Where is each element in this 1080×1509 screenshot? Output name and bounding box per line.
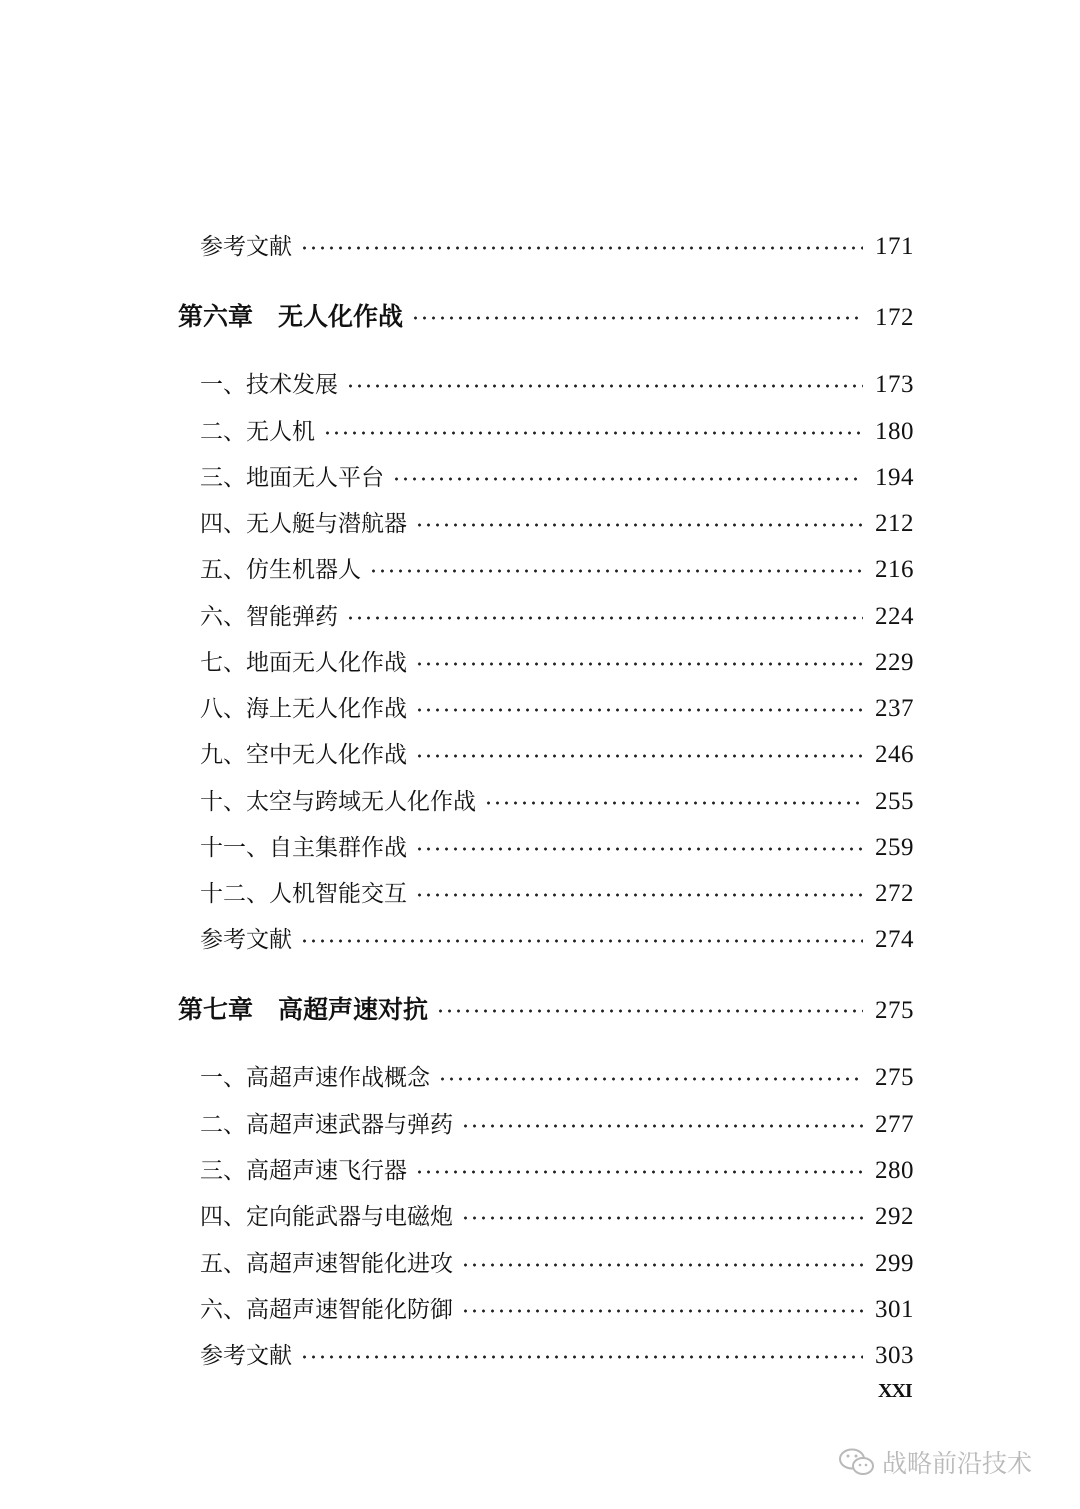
dot-leader — [461, 1263, 863, 1267]
toc-entry — [200, 504, 914, 544]
toc-entry-page: 224 — [875, 603, 914, 630]
toc-entry-page: 216 — [875, 556, 914, 583]
toc-entry — [200, 1151, 914, 1191]
toc-entry-page: 277 — [875, 1111, 914, 1138]
toc-entry-title: 六、智能弹药 — [200, 604, 338, 630]
toc-entry-page: 172 — [875, 304, 914, 331]
toc-entry — [200, 458, 914, 498]
toc-entry — [200, 643, 914, 683]
toc-entry — [200, 874, 914, 914]
dot-leader — [300, 1355, 863, 1359]
dot-leader — [346, 616, 863, 620]
toc-entry-page: 274 — [875, 926, 914, 953]
toc-entry-page: 246 — [875, 741, 914, 768]
wechat-icon — [838, 1447, 876, 1477]
toc-entry — [200, 1244, 914, 1284]
dot-leader — [484, 801, 863, 805]
dot-leader — [392, 477, 863, 481]
toc-entry-page: 275 — [875, 997, 914, 1024]
toc-entry-title: 十、太空与跨域无人化作战 — [200, 789, 476, 815]
toc-entry-title: 八、海上无人化作战 — [200, 696, 407, 722]
toc-entry — [200, 689, 914, 729]
toc-entry-page: 237 — [875, 695, 914, 722]
toc-chapter — [178, 990, 914, 1030]
toc-entry-page: 299 — [875, 1250, 914, 1277]
toc-entry — [200, 550, 914, 590]
dot-leader — [300, 939, 863, 943]
dot-leader — [300, 246, 863, 250]
toc-entry-page: 171 — [875, 233, 914, 260]
dot-leader — [415, 523, 863, 527]
toc-entry-page: 180 — [875, 418, 914, 445]
toc-entry-page: 259 — [875, 834, 914, 861]
toc-entry-title: 六、高超声速智能化防御 — [200, 1297, 453, 1323]
toc-entry-title: 四、定向能武器与电磁炮 — [200, 1204, 453, 1230]
toc-entry-title: 一、高超声速作战概念 — [200, 1065, 430, 1091]
toc-entry-title: 二、高超声速武器与弹药 — [200, 1112, 453, 1138]
toc-entry — [200, 782, 914, 822]
toc-entry — [200, 1197, 914, 1237]
toc-entry — [200, 597, 914, 637]
dot-leader — [415, 893, 863, 897]
dot-leader — [461, 1309, 863, 1313]
toc-entry-page: 301 — [875, 1296, 914, 1323]
dot-leader — [369, 569, 863, 573]
toc-entry-title: 五、仿生机器人 — [200, 557, 361, 583]
toc-entry-title: 三、地面无人平台 — [200, 465, 384, 491]
toc-entry-title: 五、高超声速智能化进攻 — [200, 1251, 453, 1277]
dot-leader — [346, 384, 863, 388]
toc-entry — [200, 920, 914, 960]
dot-leader — [461, 1124, 863, 1128]
toc-entry — [200, 412, 914, 452]
toc-entry-title: 第六章 无人化作战 — [178, 302, 404, 331]
dot-leader — [436, 1009, 863, 1013]
toc-entry — [200, 1336, 914, 1376]
toc-entry — [200, 365, 914, 405]
toc-entry-title: 第七章 高超声速对抗 — [178, 995, 429, 1024]
page-number: XXI — [878, 1380, 912, 1402]
toc-entry-page: 194 — [875, 464, 914, 491]
watermark — [838, 1445, 1032, 1479]
toc-entry-page: 229 — [875, 649, 914, 676]
dot-leader — [461, 1216, 863, 1220]
toc-entry-title: 十一、自主集群作战 — [200, 835, 407, 861]
toc-entry-page: 292 — [875, 1203, 914, 1230]
watermark-text: 战略前沿技术 — [882, 1449, 1033, 1478]
toc-entry-title: 十二、人机智能交互 — [200, 881, 407, 907]
toc-entry — [200, 227, 914, 267]
toc-entry-title: 参考文献 — [200, 927, 292, 953]
toc-entry-title: 二、无人机 — [200, 419, 315, 445]
toc-entry-title: 三、高超声速飞行器 — [200, 1158, 407, 1184]
toc-entry-page: 255 — [875, 788, 914, 815]
toc-entry-title: 一、技术发展 — [200, 372, 338, 398]
toc-entry-title: 九、空中无人化作战 — [200, 742, 407, 768]
toc-entry-page: 280 — [875, 1157, 914, 1184]
toc-entry-page: 272 — [875, 880, 914, 907]
toc-entry-page: 275 — [875, 1064, 914, 1091]
dot-leader — [415, 708, 863, 712]
dot-leader — [415, 847, 863, 851]
toc-entry-title: 参考文献 — [200, 234, 292, 260]
toc-entry-page: 303 — [875, 1342, 914, 1369]
toc-entry-title: 七、地面无人化作战 — [200, 650, 407, 676]
toc-chapter — [178, 297, 914, 337]
dot-leader — [323, 431, 863, 435]
toc-entry-title: 四、无人艇与潜航器 — [200, 511, 407, 537]
toc-entry — [200, 1105, 914, 1145]
dot-leader — [415, 662, 863, 666]
toc-entry — [200, 1058, 914, 1098]
dot-leader — [438, 1077, 863, 1081]
toc-entry — [200, 735, 914, 775]
toc-entry-page: 173 — [875, 371, 914, 398]
dot-leader — [415, 1170, 863, 1174]
toc-entry-page: 212 — [875, 510, 914, 537]
toc-entry — [200, 1290, 914, 1330]
dot-leader — [411, 316, 863, 320]
dot-leader — [415, 754, 863, 758]
toc-entry — [200, 828, 914, 868]
toc-entry-title: 参考文献 — [200, 1343, 292, 1369]
